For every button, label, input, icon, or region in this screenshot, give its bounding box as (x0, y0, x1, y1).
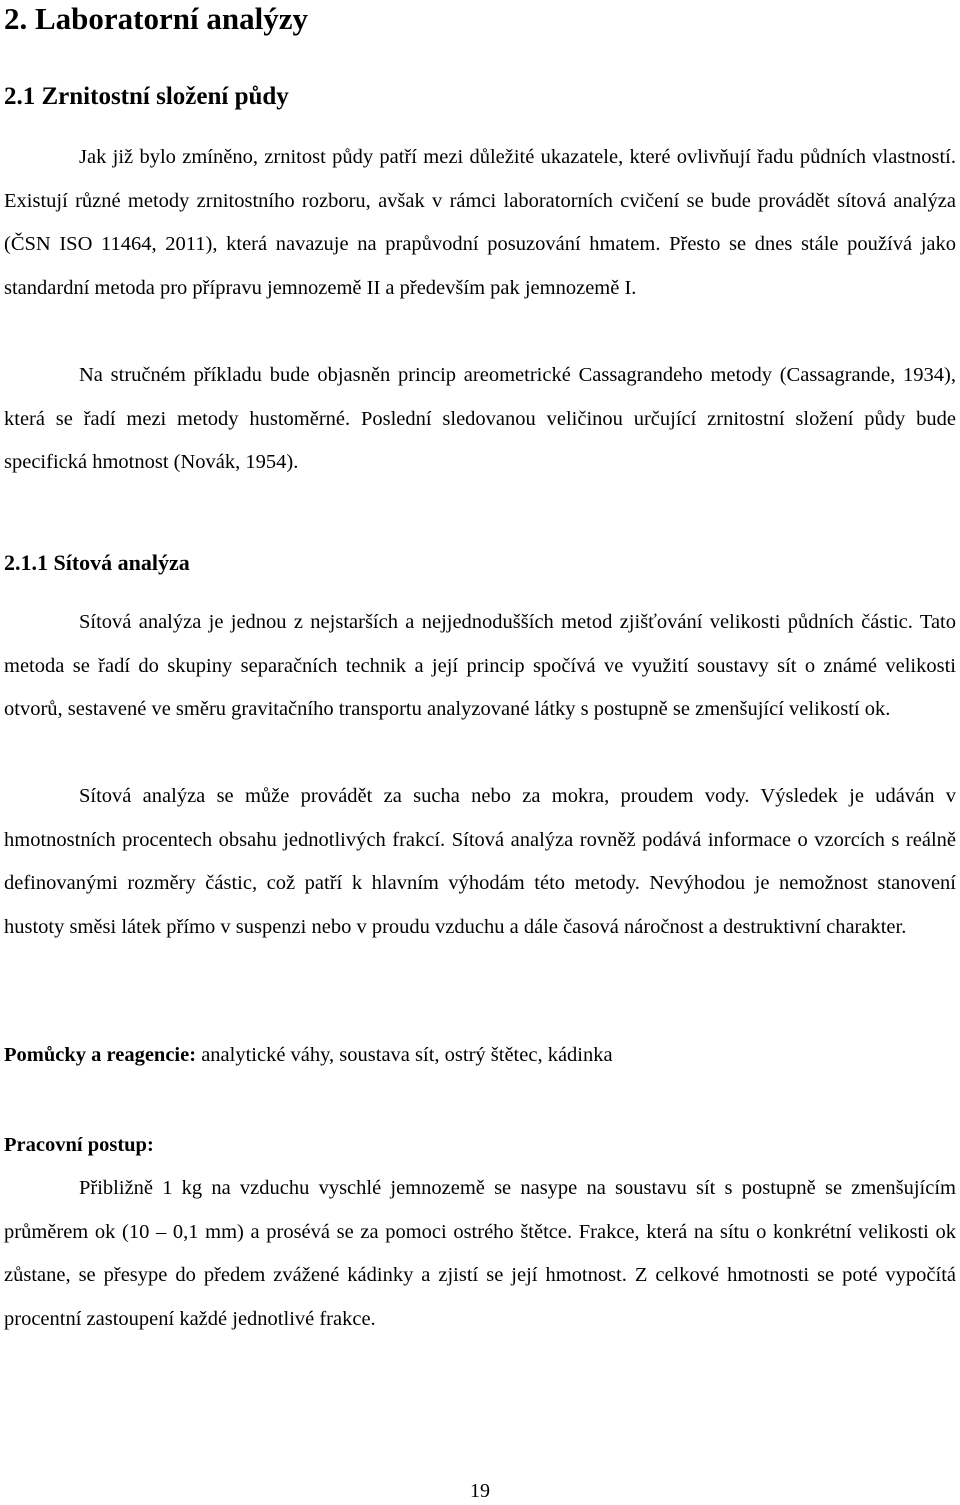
section-title: 2.1 Zrnitostní složení půdy (4, 83, 289, 110)
tools-text: analytické váhy, soustava sít, ostrý štětec, kádinka (196, 1044, 613, 1066)
intro-paragraph-2: Na stručném příkladu bude objasněn princip areometrické Cassagrandeho metody (Cassagrande, 1934), která se řadí mezi metody hustoměrné. Poslední sledovanou veličinou určující zrnitostní složení půdy bude specifická hmotnost (Novák, 1954). (4, 364, 956, 473)
page-number: 19 (470, 1480, 490, 1502)
tools-label: Pomůcky a reagencie: (4, 1044, 197, 1066)
intro-paragraph-1: Jak již bylo zmíněno, zrnitost půdy patří mezi důležité ukazatele, které ovlivňují řadu půdních vlastností. Existují různé metody zrnitostního rozboru, avšak v rámci laboratorních cvičení se bude provádět sítová analýza (ČSN ISO 11464, 2011), která navazuje na prapůvodní posuzování hmatem. Přesto se dnes stále používá jako standardní metoda pro přípravu jemnozemě II a především pak jemnozemě I. (4, 146, 956, 299)
sieve-paragraph-2: Sítová analýza se může provádět za sucha nebo za mokra, proudem vody. Výsledek je udáván v hmotnostních procentech obsahu jednotlivých frakcí. Sítová analýza rovněž podává informace o vzorcích s reálně definovanými rozměry částic, což patří k hlavním výhodám této metody. Nevýhodou je nemožnost stanovení hustoty směsi látek přímo v suspenzi nebo v proudu vzduchu a dále časová náročnost a destruktivní charakter. (4, 785, 956, 938)
subsection-title: 2.1.1 Sítová analýza (4, 550, 190, 575)
sieve-paragraph-1: Sítová analýza je jednou z nejstarších a nejjednodušších metod zjišťování velikosti půdních částic. Tato metoda se řadí do skupiny separačních technik a její princip spočívá ve využití soustavy sít o známé velikosti otvorů, sestavené ve směru gravitačního transportu analyzované látky s postupně se zmenšující velikostí ok. (4, 611, 956, 720)
procedure-paragraph: Přibližně 1 kg na vzduchu vyschlé jemnozemě se nasype na soustavu sít s postupně se zmenšujícím průměrem ok (10 – 0,1 mm) a prosévá se za pomoci ostrého štětce. Frakce, která na sítu o konkrétní velikosti ok zůstane, se přesype do předem zvážené kádinky a zjistí se její hmotnost. Z celkové hmotnosti se poté vypočítá procentní zastoupení každé jednotlivé frakce. (4, 1177, 956, 1330)
tools-line (4, 1034, 956, 1078)
procedure-label: Pracovní postup: (4, 1134, 154, 1156)
chapter-title: 2. Laboratorní analýzy (4, 1, 308, 36)
